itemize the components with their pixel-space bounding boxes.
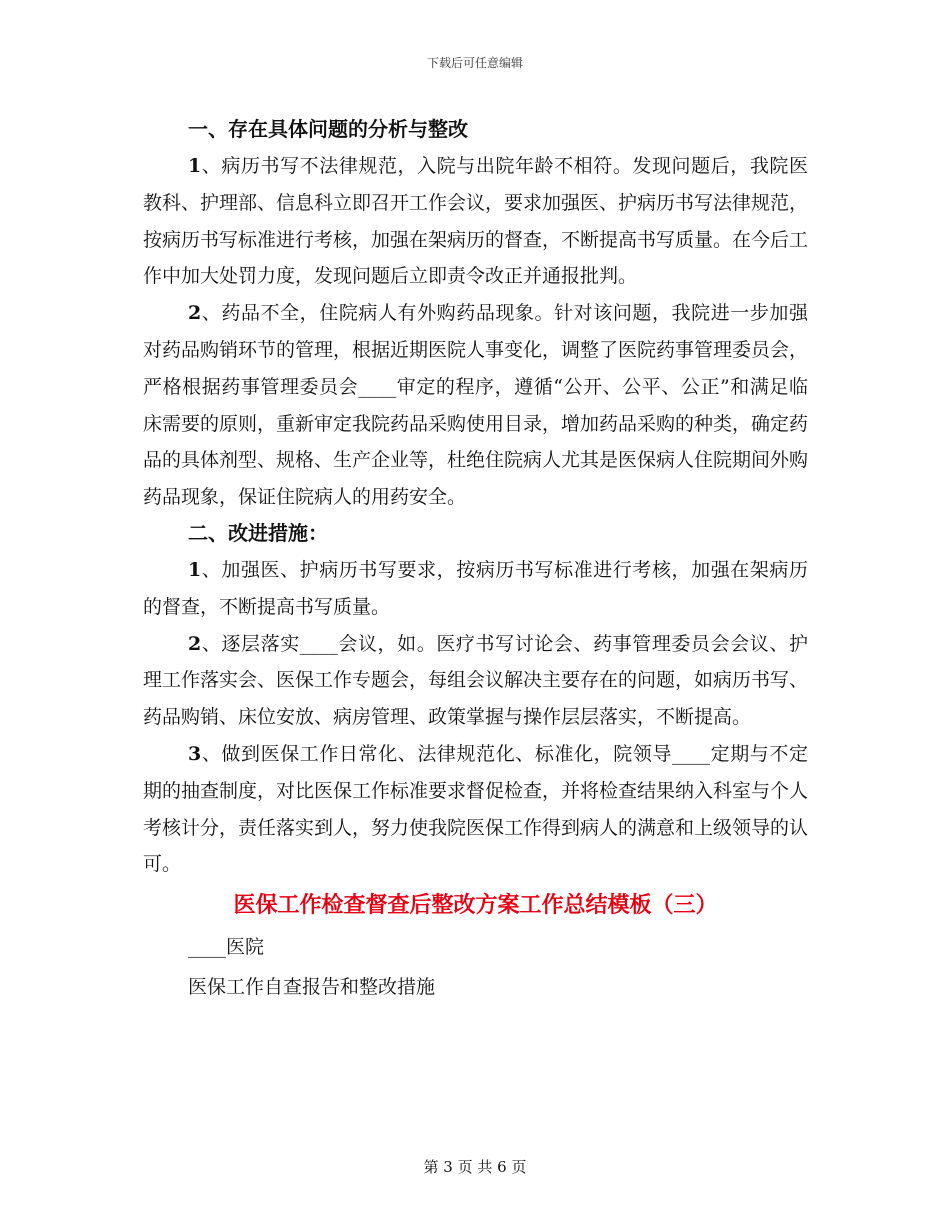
paragraph-text: 、逐层落实____会议，如。医疗书写讨论会、药事管理委员会会议、护理工作落实会、医保工作专题会，每组会议解决主要存在的问题，如病历书写、药品购销、床位安放、病房管理、政策掌握与操作层层落实，不断提高。 — [143, 632, 809, 729]
hospital-line: ____医院 — [188, 936, 265, 959]
document-body — [143, 112, 808, 1007]
header-note: 下载后可任意编辑 — [426, 56, 523, 70]
paragraph-2-2 — [143, 626, 808, 736]
item-number: 3 — [188, 742, 202, 765]
item-number: 2 — [188, 632, 202, 655]
section-heading-1: 一、存在具体问题的分析与整改 — [188, 117, 468, 141]
report-subtitle: 医保工作自查报告和整改措施 — [188, 976, 436, 999]
section-heading-2: 二、改进措施： — [188, 520, 328, 545]
paragraph-2-1 — [143, 552, 808, 626]
item-number: 2 — [188, 302, 202, 325]
paragraph-2-3 — [143, 736, 808, 883]
item-number: 1 — [188, 155, 202, 177]
paragraph-text: 、加强医、护病历书写要求，按病历书写标准进行考核，加强在架病历的督查，不断提高书写质量。 — [143, 558, 808, 618]
paragraph-text: 、药品不全，住院病人有外购药品现象。针对该问题，我院进一步加强对药品购销环节的管理，根据近期医院人事变化，调整了医院药事管理委员会，严格根据药事管理委员会____审定的程序，遵循“公开、公平、公正”和满足临床需要的原则，重新审定我院药品采购使用目录，增加药品采购的种类，确定药品的具体剂型、规格、生产企业等，杜绝住院病人尤其是医保病人住院期间外购药品现象，保证住院病人的用药安全。 — [143, 302, 809, 509]
paragraph-1-1 — [143, 148, 808, 295]
paragraph-1-2 — [143, 295, 808, 516]
next-document-title: 医保工作检查督查后整改方案工作总结模板（三） — [233, 893, 718, 919]
page-number: 第 3 页 共 6 页 — [423, 1158, 527, 1176]
item-number: 1 — [188, 558, 202, 581]
paragraph-text: 、病历书写不法律规范，入院与出院年龄不相符。发现问题后，我院医教科、护理部、信息科立即召开工作会议，要求加强医、护病历书写法律规范，按病历书写标准进行考核，加强在架病历的督查，不断提高书写质量。在今后工作中加大处罚力度，发现问题后立即责令改正并通报批判。 — [143, 155, 809, 288]
paragraph-text: 、做到医保工作日常化、法律规范化、标准化，院领导____定期与不定期的抽查制度，对比医保工作标准要求督促检查，并将检查结果纳入科室与个人考核计分，责任落实到人，努力使我院医保工作得到病人的满意和上级领导的认可。 — [143, 742, 809, 876]
